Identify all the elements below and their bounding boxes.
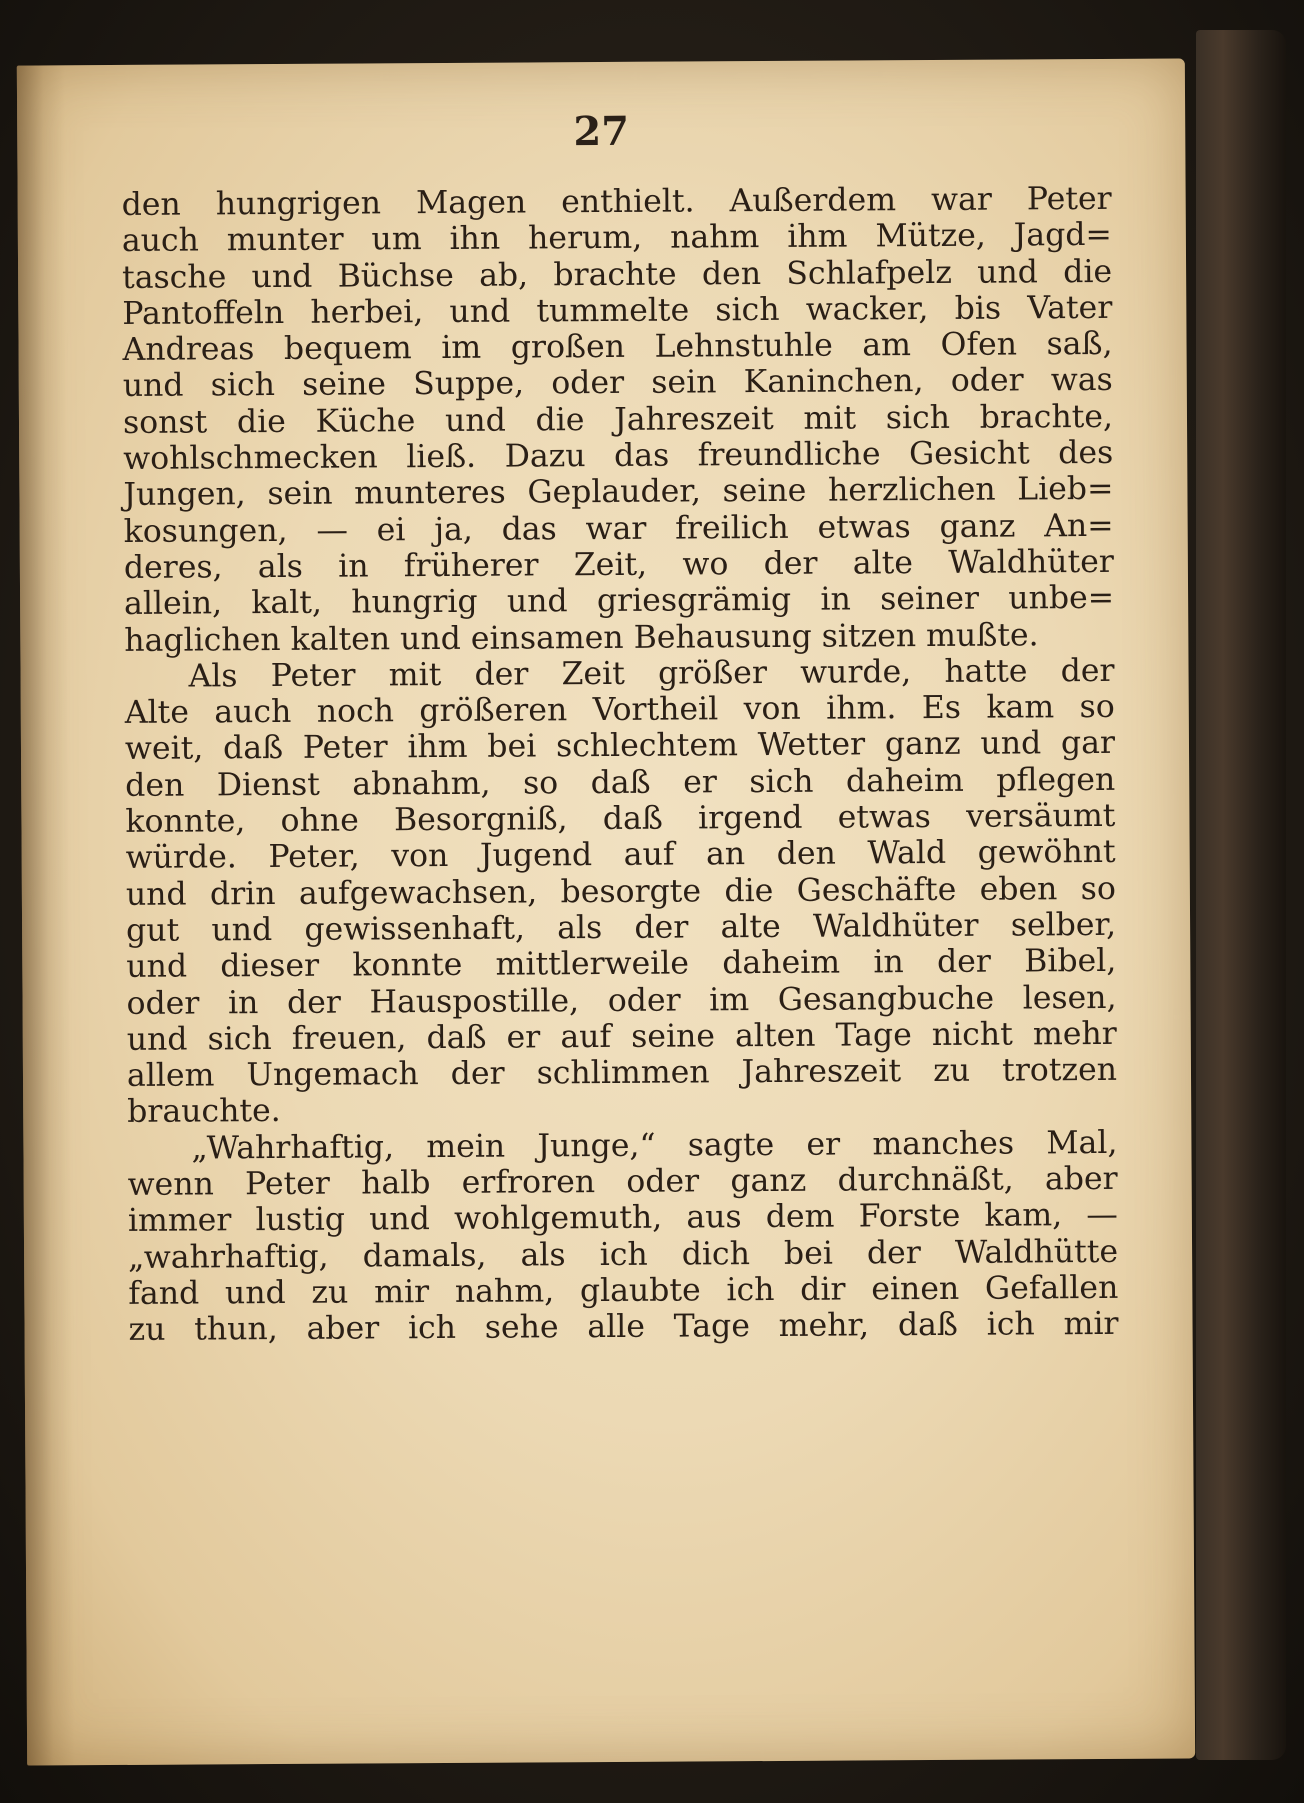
text-line: und dieser konnte mittlerweile daheim in der Bibel, [126, 943, 1117, 986]
text-line: würde. Peter, von Jugend auf an den Wald gewöhnt [125, 834, 1116, 877]
text-line: und drin aufgewachsen, besorgte die Geschäfte eben so [125, 870, 1116, 913]
text-line: Pantoffeln herbei, und tummelte sich wacker, bis Vater [122, 289, 1113, 332]
text-line: brauchte. [127, 1093, 281, 1131]
text-line: sonst die Küche und die Jahreszeit mit sich brachte, [122, 398, 1114, 441]
text-line: zu thun, aber ich sehe alle Tage mehr, daß ich mir [128, 1306, 1119, 1349]
text-line: und sich seine Suppe, oder sein Kaninchen, oder was [122, 362, 1113, 405]
text-line: oder in der Hauspostille, oder im Gesangbuche lesen, [126, 979, 1117, 1022]
text-line: fand und zu mir nahm, glaubte ich dir einen Gefallen [128, 1269, 1119, 1312]
text-line: kosungen, — ei ja, das war freilich etwas ganz An= [123, 507, 1114, 550]
text-line: tasche und Büchse ab, brachte den Schlafpelz und die [122, 253, 1113, 296]
text-line: Alte auch noch größeren Vortheil von ihm. Es kam so [124, 689, 1115, 732]
page-gutter-shadow [17, 65, 75, 1765]
text-line: und sich freuen, daß er auf seine alten Tage nicht mehr [126, 1015, 1117, 1058]
text-line: gut und gewissenhaft, als der alte Waldhüter selber, [125, 906, 1117, 949]
text-line: immer lustig und wohlgemuth, aus dem Forste kam, — [127, 1197, 1118, 1240]
book-page [17, 58, 1195, 1765]
text-line: wohlschmecken ließ. Dazu das freundliche Gesicht des [123, 434, 1114, 478]
text-line: allein, kalt, hungrig und griesgrämig in seiner unbe= [124, 580, 1115, 623]
text-line: Als Peter mit der Zeit größer wurde, hatte der [188, 652, 1115, 695]
text-line: Andreas bequem im großen Lehnstuhle am Ofen saß, [122, 326, 1113, 369]
text-line: allem Ungemach der schlimmen Jahreszeit zu trotzen [126, 1052, 1118, 1095]
text-line: Jungen, sein munteres Geplauder, seine herzlichen Lieb= [123, 471, 1114, 514]
text-line: konnte, ohne Besorgniß, daß irgend etwas versäumt [125, 797, 1116, 840]
text-line: deres, als in früherer Zeit, wo der alte Waldhüter [123, 543, 1114, 586]
text-line: auch munter um ihn herum, nahm ihm Mütze, Jagd= [121, 217, 1112, 260]
page-number: 27 [573, 107, 630, 156]
text-line: „Wahrhaftig, mein Junge,“ sagte er manches Mal, [191, 1124, 1118, 1167]
text-line: weit, daß Peter ihm bei schlechtem Wetter ganz und gar [124, 725, 1116, 768]
text-line: den Dienst abnahm, so daß er sich daheim pflegen [125, 761, 1116, 804]
text-line: wenn Peter halb erfroren oder ganz durchnäßt, aber [127, 1160, 1118, 1203]
text-line: haglichen kalten und einsamen Behausung sitzen mußte. [124, 616, 1039, 659]
text-line: den hungrigen Magen enthielt. Außerdem war Peter [121, 180, 1112, 223]
page-text [122, 181, 1119, 1349]
text-line: „wahrhaftig, damals, als ich dich bei der Waldhütte [127, 1233, 1119, 1276]
book-cover-edge [1196, 30, 1286, 1760]
